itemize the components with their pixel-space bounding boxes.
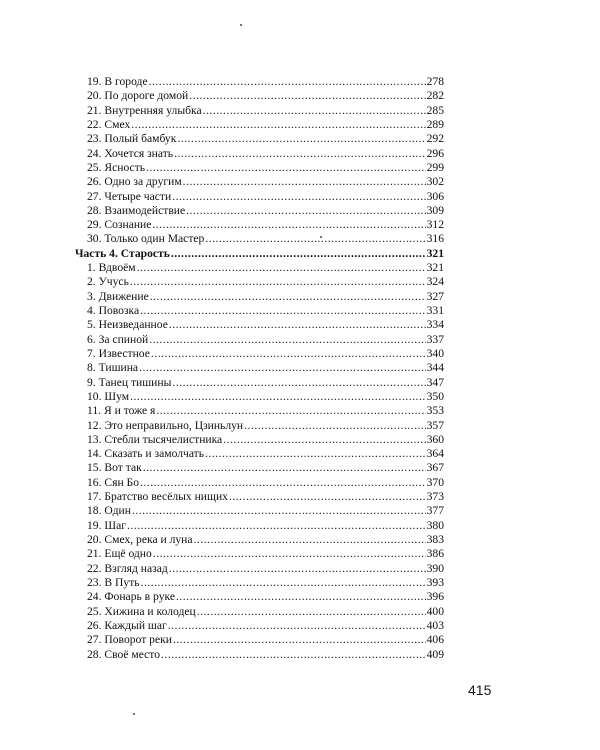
toc-entry-page: 278	[426, 75, 444, 88]
toc-dot-leader	[130, 275, 426, 289]
toc-entry-page: 316	[426, 232, 444, 246]
toc-dot-leader	[150, 290, 426, 304]
toc-entry-page: 390	[426, 561, 444, 575]
toc-entry-title: 22. Взгляд назад	[87, 561, 168, 575]
toc-entry-title: 1. Вдвоём	[87, 261, 136, 275]
toc-entry	[75, 147, 444, 161]
toc-entry-page: 360	[426, 432, 444, 446]
toc-dot-leader	[223, 433, 425, 447]
toc-entry-title: 20. По дороге домой	[87, 89, 189, 103]
toc-entry-page: 344	[426, 361, 444, 375]
toc-dot-leader	[183, 175, 426, 189]
toc-dot-leader	[173, 633, 426, 647]
toc-entry-page: 302	[426, 175, 444, 189]
toc-part-heading	[75, 247, 444, 261]
toc-entry	[75, 275, 444, 289]
toc-entry-title: 17. Братство весёлых нищих	[87, 490, 228, 504]
toc-dot-leader	[127, 519, 426, 533]
toc-entry-title: 16. Сян Бо	[87, 475, 140, 489]
toc-entry-title: 11. Я и тоже я	[87, 404, 156, 418]
toc-entry-page: 396	[426, 590, 444, 604]
toc-entry	[75, 648, 444, 662]
toc-entry-title: 24. Хочется знать	[87, 146, 174, 160]
toc-entry-page: 337	[426, 332, 444, 346]
toc-entry-page: 321	[426, 246, 444, 260]
toc-dot-leader	[132, 504, 426, 518]
toc-entry-page: 403	[426, 618, 444, 632]
toc-entry-page: 312	[426, 218, 444, 232]
scan-speck	[240, 24, 242, 26]
toc-dot-leader	[151, 347, 426, 361]
toc-entry	[75, 261, 444, 275]
toc-entry	[75, 476, 444, 490]
toc-entry	[75, 433, 444, 447]
toc-dot-leader	[140, 476, 426, 490]
toc-entry	[75, 404, 444, 418]
toc-entry-page: 386	[426, 547, 444, 561]
toc-entry	[75, 419, 444, 433]
toc-entry-page: 289	[426, 117, 444, 131]
toc-entry	[75, 190, 444, 204]
toc-entry-page: 357	[426, 418, 444, 432]
toc-entry-title: 23. В Путь	[87, 575, 140, 589]
toc-entry-page: 324	[426, 275, 444, 289]
toc-entry-page: 292	[426, 132, 444, 146]
toc-dot-leader	[172, 376, 425, 390]
toc-entry-title: 25. Хижина и колодец	[87, 604, 196, 618]
toc-entry-title: 27. Поворот реки	[87, 633, 172, 647]
toc-dot-leader	[152, 218, 425, 232]
toc-entry-page: 400	[426, 604, 444, 618]
toc-dot-leader	[177, 132, 425, 146]
toc-entry-page: 327	[426, 289, 444, 303]
toc-entry-title: 26. Одно за другим	[87, 175, 182, 189]
toc-entry	[75, 89, 444, 103]
toc-entry	[75, 347, 444, 361]
toc-dot-leader	[168, 619, 426, 633]
toc-entry	[75, 590, 444, 604]
toc-entry-title: 20. Смех, река и луна	[87, 533, 193, 546]
toc-dot-leader	[149, 75, 426, 89]
toc-entry-title: 19. Шаг	[87, 518, 126, 532]
toc-entry	[75, 533, 444, 547]
toc-entry-title: 13. Стебли тысячелистника	[87, 432, 223, 446]
toc-entry-title: 22. Смех	[87, 117, 131, 131]
toc-entry-page: 282	[426, 89, 444, 103]
toc-entry	[75, 547, 444, 561]
toc-entry-title: 15. Вот так	[87, 461, 142, 475]
toc-entry-page: 334	[426, 318, 444, 332]
toc-dot-leader	[130, 390, 426, 404]
toc-dot-leader	[205, 232, 425, 246]
toc-entry-title: 28. Своё место	[87, 647, 160, 661]
page-number: 415	[468, 682, 492, 698]
toc-entry-title: 8. Тишина	[87, 361, 139, 375]
toc-entry-page: 364	[426, 447, 444, 461]
toc-entry	[75, 290, 444, 304]
toc-dot-leader	[229, 490, 426, 504]
toc-entry	[75, 390, 444, 404]
toc-entry-title: 6. За спиной	[87, 332, 149, 346]
toc-entry-title: 4. Повозка	[87, 304, 140, 317]
toc-entry	[75, 304, 444, 318]
toc-entry-page: 373	[426, 490, 444, 504]
toc-entry-title: 30. Только один Мастер	[87, 232, 205, 246]
toc-dot-leader	[169, 318, 426, 332]
toc-entry	[75, 633, 444, 647]
toc-dot-leader	[140, 304, 425, 318]
toc-entry-title: 19. В городе	[87, 75, 148, 88]
toc-entry	[75, 504, 444, 518]
toc-entry	[75, 318, 444, 332]
toc-entry	[75, 576, 444, 590]
toc-entry-title: 21. Внутренняя улыбка	[87, 103, 202, 117]
toc-entry-title: 12. Это неправильно, Цзиньлун	[87, 418, 244, 432]
toc-entry	[75, 519, 444, 533]
toc-entry-page: 340	[426, 346, 444, 360]
toc-entry	[75, 562, 444, 576]
toc-entry-page: 353	[426, 404, 444, 418]
toc-dot-leader	[156, 404, 425, 418]
toc-dot-leader	[146, 161, 426, 175]
toc-entry-title: 27. Четыре части	[87, 189, 172, 203]
toc-dot-leader	[205, 447, 426, 461]
toc-entry-title: 3. Движение	[87, 289, 149, 303]
toc-dot-leader	[176, 590, 426, 604]
toc-dot-leader	[153, 547, 426, 561]
toc-entry-title: 2. Учусь	[87, 275, 129, 289]
toc-dot-leader	[244, 419, 425, 433]
toc-entry-title: 25. Ясность	[87, 160, 146, 174]
toc-entry	[75, 619, 444, 633]
toc-entry	[75, 218, 444, 232]
toc-dot-leader	[189, 89, 425, 103]
toc-entry-page: 370	[426, 475, 444, 489]
toc-dot-leader	[137, 261, 426, 275]
toc-entry-title: 9. Танец тишины	[87, 375, 172, 389]
toc-entry-title: 10. Шум	[87, 389, 130, 403]
toc-entry-page: 383	[426, 533, 444, 546]
toc-entry-title: 29. Сознание	[87, 218, 152, 232]
toc-entry	[75, 490, 444, 504]
toc-entry-page: 406	[426, 633, 444, 647]
toc-entry	[75, 333, 444, 347]
toc-entry-page: 309	[426, 203, 444, 217]
toc-entry	[75, 118, 444, 132]
toc-dot-leader	[194, 533, 426, 547]
toc-dot-leader	[186, 204, 425, 218]
toc-entry-page: 296	[426, 146, 444, 160]
toc-dot-leader	[169, 562, 426, 576]
toc-entry	[75, 175, 444, 189]
toc-entry	[75, 361, 444, 375]
toc-entry	[75, 461, 444, 475]
toc-entry	[75, 605, 444, 619]
toc-entry-title: Часть 4. Старость	[75, 246, 170, 260]
toc-entry-title: 5. Неизведанное	[87, 318, 168, 332]
toc-dot-leader	[203, 104, 426, 118]
toc-entry	[75, 447, 444, 461]
toc-entry-title: 24. Фонарь в руке	[87, 590, 175, 604]
toc-entry-title: 26. Каждый шаг	[87, 618, 167, 632]
toc-dot-leader	[149, 333, 425, 347]
toc-entry	[75, 75, 444, 89]
toc-entry	[75, 232, 444, 246]
toc-entry-page: 350	[426, 389, 444, 403]
toc-entry-title: 21. Ещё одно	[87, 547, 152, 561]
toc-entry-page: 377	[426, 504, 444, 518]
toc-dot-leader	[171, 247, 426, 261]
toc-entry-title: 23. Полый бамбук	[87, 132, 177, 146]
toc-dot-leader	[174, 147, 426, 161]
scan-speck	[133, 713, 135, 715]
toc-entry-page: 285	[426, 103, 444, 117]
toc-entry-page: 306	[426, 189, 444, 203]
table-of-contents	[75, 75, 444, 662]
toc-entry	[75, 104, 444, 118]
toc-entry-page: 321	[426, 261, 444, 275]
toc-entry-page: 380	[426, 518, 444, 532]
toc-dot-leader	[172, 190, 425, 204]
toc-dot-leader	[139, 361, 426, 375]
toc-dot-leader	[131, 118, 425, 132]
toc-entry-page: 299	[426, 160, 444, 174]
toc-dot-leader	[143, 461, 426, 475]
toc-entry-page: 367	[426, 461, 444, 475]
toc-entry-title: 18. Один	[87, 504, 131, 518]
toc-entry-page: 409	[426, 647, 444, 661]
toc-entry-title: 14. Сказать и замолчать	[87, 447, 205, 461]
toc-dot-leader	[197, 605, 426, 619]
toc-entry-page: 331	[426, 304, 444, 317]
toc-entry	[75, 161, 444, 175]
toc-entry-title: 7. Известное	[87, 346, 150, 360]
toc-entry	[75, 132, 444, 146]
toc-entry-page: 393	[426, 575, 444, 589]
toc-entry-page: 347	[426, 375, 444, 389]
toc-dot-leader	[141, 576, 426, 590]
toc-entry	[75, 204, 444, 218]
toc-entry-title: 28. Взаимодействие	[87, 203, 186, 217]
toc-entry	[75, 376, 444, 390]
toc-dot-leader	[161, 648, 426, 662]
